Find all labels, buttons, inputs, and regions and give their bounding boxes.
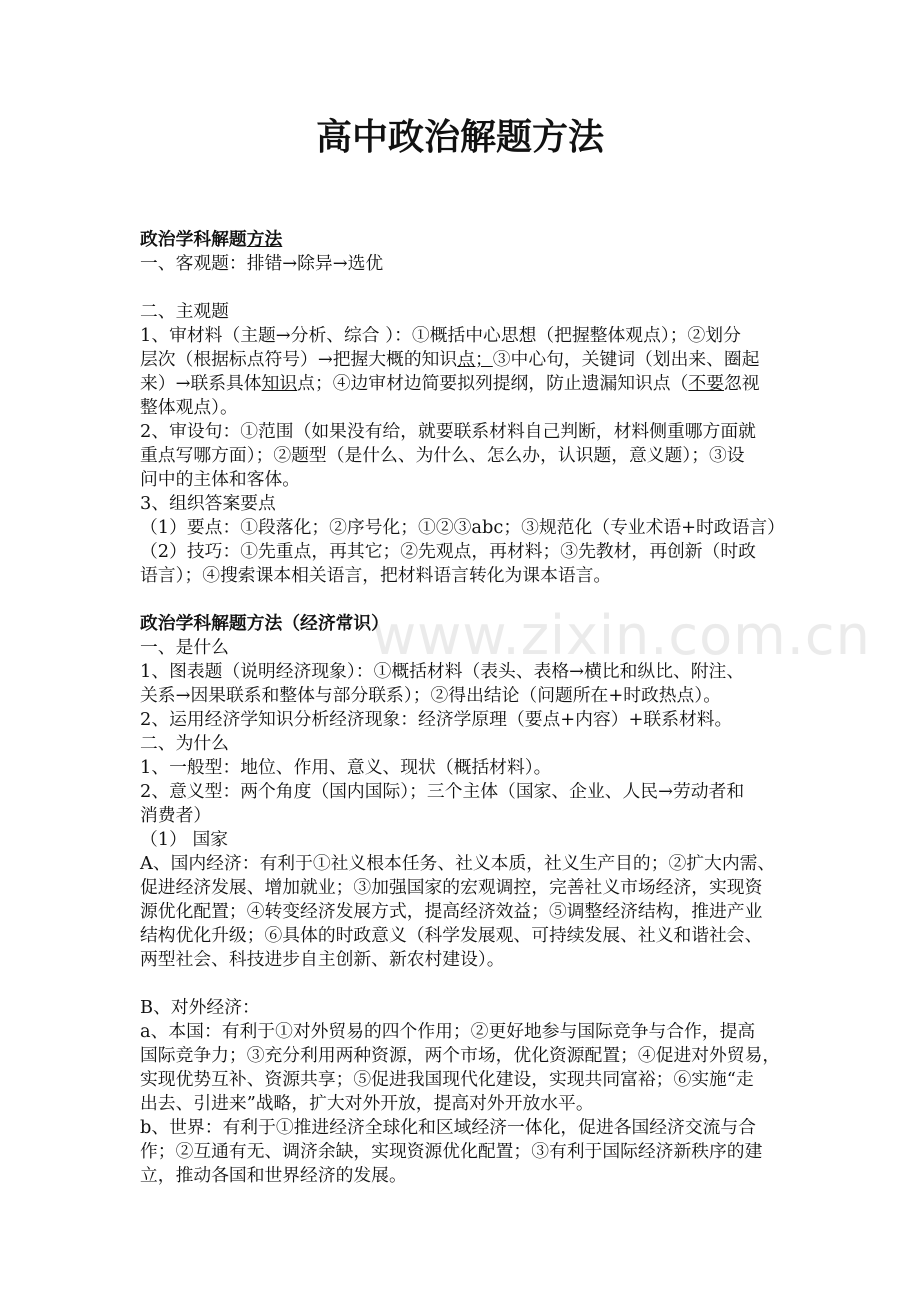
text-line: 实现优势互补、资源共享；⑤促进我国现代化建设，实现共同富裕；⑥实施“走 [140,1069,754,1090]
text-line: 消费者） [140,805,212,826]
document-body [140,228,790,1188]
text-line [140,588,790,612]
text-line: 1、图表题（说明经济现象）：①概括材料（表头、表格→横比和纵比、附注、 [140,661,745,682]
text-line: 语言）；④搜索课本相关语言，把材料语言转化为课本语言。 [140,565,612,586]
text-line: 出去、引进来”战略，扩大对外开放，提高对外开放水平。 [140,1093,594,1114]
text-line: 两型社会、科技进步自主创新、新农村建设）。 [140,949,505,970]
watermark: www.zixin.com.cn [372,604,871,667]
text-line: 二、主观题 [140,301,229,322]
text-line: b、世界：有利于①推进经济全球化和区域经济一体化，促进各国经济交流与合 [140,1117,756,1138]
text-line: 二、为什么 [140,733,229,754]
text-line: 2、审设句：①范围（如果没有给，就要联系材料自己判断，材料侧重哪方面就 [140,421,756,442]
text-line: 促进经济发展、增加就业；③加强国家的宏观调控，完善社义市场经济，实现资 [140,877,763,898]
text-line: 问中的主体和客体。 [140,469,301,490]
text-line: 一、是什么 [140,637,229,658]
text-line: 层次（根据标点符号）→把握大概的知识点；③中心句，关键词（划出来、圈起 [140,349,760,370]
text-line: 2、运用经济学知识分析经济现象：经济学原理（要点+内容）+联系材料。 [140,709,733,730]
text-line: （2）技巧：①先重点，再其它；②先观点，再材料；③先教材，再创新（时政 [140,541,756,562]
text-line: （1） 国家 [140,829,229,850]
text-line: 重点写哪方面）；②题型（是什么、为什么、怎么办，认识题，意义题）；③设 [140,445,745,466]
text-line: 来）→联系具体知识点；④边审材边简要拟列提纲，防止遗漏知识点（不要忽视 [140,373,760,394]
text-line: 源优化配置；④转变经济发展方式，提高经济效益；⑤调整经济结构，推进产业 [140,901,763,922]
section-heading: 政治学科解题方法（经济常识） [140,613,389,634]
text-line [140,972,790,996]
section-heading: 政治学科解题方法 [140,229,283,250]
document-title: 高中政治解题方法 [315,116,604,158]
text-line: A、国内经济：有利于①社义根本任务、社义本质，社义生产目的；②扩大内需、 [140,853,776,874]
text-line: 关系→因果联系和整体与部分联系）；②得出结论（问题所在+时政热点）。 [140,685,722,706]
text-line: （1）要点：①段落化；②序号化；①②③abc；③规范化（专业术语+时政语言） [140,517,785,538]
text-line: 1、审材料（主题→分析、综合 ）：①概括中心思想（把握整体观点）；②划分 [140,325,741,346]
text-line: 2、意义型：两个角度（国内国际）；三个主体（国家、企业、人民→劳动者和 [140,781,745,802]
text-line: 一、客观题：排错→除异→选优 [140,253,384,274]
text-line: 作；②互通有无、调济余缺，实现资源优化配置；③有利于国际经济新秩序的建 [140,1141,763,1162]
text-line: 整体观点）。 [140,397,238,418]
text-line: 国际竞争力；③充分利用两种资源，两个市场，优化资源配置；④促进对外贸易， [140,1045,781,1066]
text-line: 1、一般型：地位、作用、意义、现状（概括材料）。 [140,757,552,778]
text-line: a、本国：有利于①对外贸易的四个作用；②更好地参与国际竞争与合作，提高 [140,1021,756,1042]
text-line: 结构优化升级；⑥具体的时政意义（科学发展观、可持续发展、社义和谐社会、 [140,925,763,946]
text-line [140,276,790,300]
text-line: 3、组织答案要点 [140,493,276,514]
text-line: 立，推动各国和世界经济的发展。 [140,1165,407,1186]
text-line: B、对外经济： [140,997,260,1018]
